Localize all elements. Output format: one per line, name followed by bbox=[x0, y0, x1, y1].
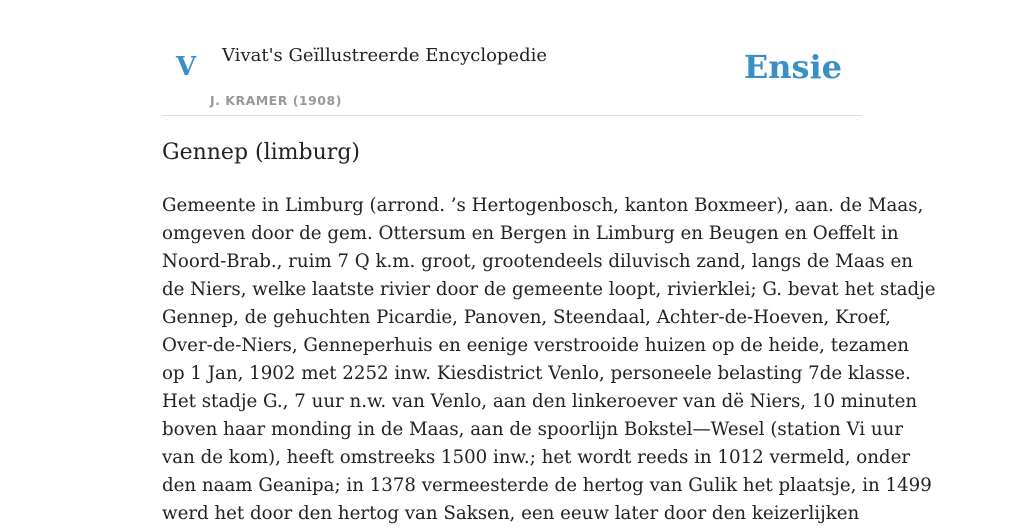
entry-body-line: Gemeente in Limburg (arrond. ’s Hertogenbosch, kanton Boxmeer), aan. de Maas, bbox=[162, 195, 924, 216]
page bbox=[162, 0, 936, 524]
entry-body-line: den naam Geanipa; in 1378 vermeesterde de hertog van Gulik het plaatsje, in 1499 bbox=[162, 475, 932, 496]
entry-body-line: werd het door den hertog van Saksen, een eeuw later door den keizerlijken bbox=[162, 503, 860, 524]
entry-body-line: op 1 Jan, 1902 met 2252 inw. Kiesdistrict Venlo, personeele belasting 7de klasse. bbox=[162, 363, 911, 384]
entry-body-line: de Niers, welke laatste rivier door de gemeente loopt, rivierklei; G. bevat het stadje bbox=[162, 279, 936, 300]
entry-body bbox=[162, 192, 936, 528]
entry-body-line: omgeven door de gem. Ottersum en Bergen in Limburg en Beugen en Oeffelt in bbox=[162, 223, 899, 244]
book-title-link[interactable]: Vivat's Geïllustreerde Encyclopedie bbox=[222, 45, 548, 66]
book-author: J. KRAMER (1908) bbox=[210, 93, 342, 108]
entry-body-line: boven haar monding in de Maas, aan de spoorlijn Bokstel—Wesel (station Vi uur bbox=[162, 419, 904, 440]
entry-body-line: Noord-Brab., ruim 7 Q k.m. groot, grootendeels diluvisch zand, langs de Maas en bbox=[162, 251, 913, 272]
ensie-logo-link[interactable]: Ensie bbox=[743, 48, 842, 86]
entry-body-line: Over-de-Niers, Genneperhuis en eenige verstrooide huizen op de heide, tezamen bbox=[162, 335, 909, 356]
book-logo[interactable]: V bbox=[176, 52, 197, 82]
entry-body-line: Gennep, de gehuchten Picardie, Panoven, Steendaal, Achter-de-Hoeven, Kroef, bbox=[162, 307, 891, 328]
entry-body-line: van de kom), heeft omstreeks 1500 inw.; het wordt reeds in 1012 vermeld, onder bbox=[162, 447, 911, 468]
entry-title: Gennep (limburg) bbox=[162, 140, 360, 165]
header bbox=[162, 0, 862, 116]
entry-body-line: Het stadje G., 7 uur n.w. van Venlo, aan den linkeroever van dë Niers, 10 minuten bbox=[162, 391, 918, 412]
